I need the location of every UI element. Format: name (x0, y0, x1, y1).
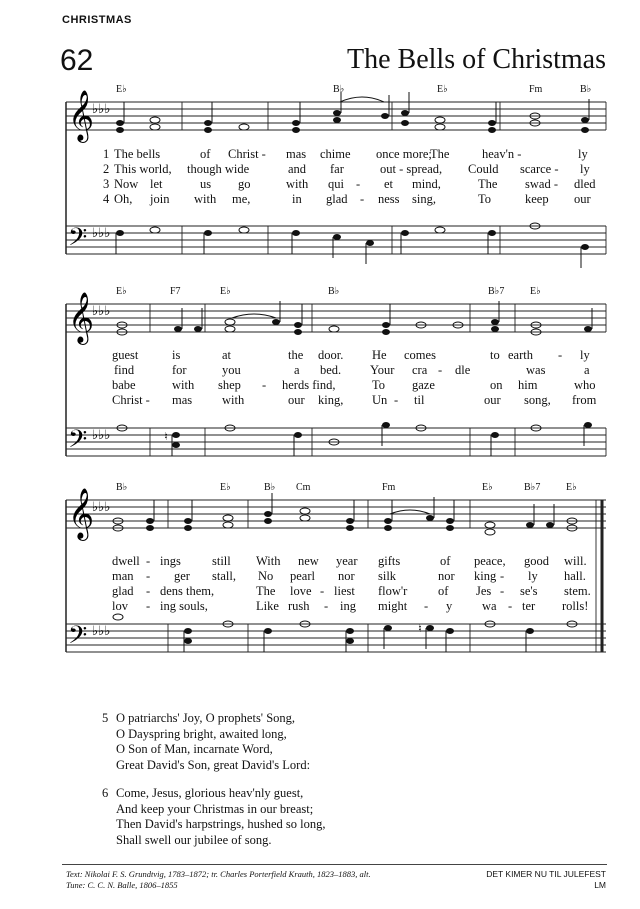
lyric-syllable: our (288, 393, 305, 407)
lyric-syllable: to (490, 348, 500, 362)
lyric-syllable: This world, (114, 162, 172, 176)
stanza-line: O Son of Man, incarnate Word, (116, 742, 273, 756)
hymn-number: 62 (60, 44, 94, 77)
lyric-syllable: stem. (564, 584, 591, 598)
lyric-syllable: good (524, 554, 549, 568)
stanza-line: O patriarchs' Joy, O prophets' Song, (116, 711, 296, 725)
lyric-syllable: To (372, 378, 386, 392)
stanza-line: Then David's harpstrings, hushed so long, (116, 817, 326, 831)
chord-symbol: B♭ (333, 84, 345, 95)
lyric-syllable: new (298, 554, 319, 568)
stanza-number: 2 (103, 162, 110, 176)
hymn-title: The Bells of Christmas (347, 44, 606, 75)
stanza-6 (102, 786, 326, 848)
chord-symbol: E♭ (437, 84, 448, 95)
svg-text:𝄢: 𝄢 (68, 621, 88, 656)
lyric-syllable: join (150, 192, 170, 206)
stanza-number: 1 (103, 147, 110, 161)
lyric-syllable: Un (372, 393, 388, 407)
lyric-syllable: out - spread, (380, 162, 443, 176)
lyric-syllable: The (256, 584, 276, 598)
stanza-number: 4 (103, 192, 110, 206)
lyric-syllable: gaze (412, 378, 435, 392)
lyric-syllable: will. (564, 554, 587, 568)
lyric-syllable: him (518, 378, 538, 392)
svg-text:♭♭♭: ♭♭♭ (92, 428, 111, 443)
chord-symbol: E♭ (116, 84, 127, 95)
svg-text:𝄞: 𝄞 (68, 292, 95, 343)
lyric-syllable: gifts (378, 554, 401, 568)
lyric-syllable: was (526, 363, 546, 377)
lyric-syllable: He (372, 348, 387, 362)
chord-symbol: E♭ (220, 482, 231, 493)
lyric-syllable: with (194, 192, 217, 206)
lyric-syllable: year (336, 554, 358, 568)
lyric-line (0, 348, 640, 362)
lyric-syllable: Jes (476, 584, 492, 598)
music-system-2 (0, 282, 640, 482)
lyric-line (0, 378, 640, 392)
lyric-syllable: The bells (114, 147, 161, 161)
chord-symbol: Fm (529, 84, 543, 95)
svg-text:♭♭♭: ♭♭♭ (92, 226, 111, 241)
lyric-syllable: dwell (112, 554, 140, 568)
lyric-syllable: wa (482, 599, 497, 613)
stanza-number: 3 (103, 177, 110, 191)
lyric-syllable: nor (438, 569, 455, 583)
lyric-syllable: of (200, 147, 211, 161)
lyric-syllable: still (212, 554, 231, 568)
lyric-syllable: me, (232, 192, 251, 206)
lyric-syllable: lov (112, 599, 128, 613)
svg-text:♭♭♭: ♭♭♭ (92, 500, 111, 515)
lyric-syllable: ing souls, (160, 599, 208, 613)
chord-symbol: E♭ (530, 286, 541, 297)
lyric-syllable: dens them, (160, 584, 215, 598)
lyric-syllable: No (258, 569, 274, 583)
lyric-syllable: is (172, 348, 181, 362)
lyric-syllable: let (150, 177, 163, 191)
lyric-syllable: - (262, 378, 267, 392)
lyric-line (0, 177, 640, 191)
lyric-line (0, 554, 640, 568)
lyric-syllable: ly (578, 147, 588, 161)
lyric-syllable: glad (326, 192, 348, 206)
lyric-syllable: go (238, 177, 251, 191)
lyric-syllable: who (574, 378, 596, 392)
lyric-syllable: with (286, 177, 309, 191)
lyric-syllable: heav'n - (482, 147, 522, 161)
lyric-syllable: Could (468, 162, 499, 176)
stanza-line: And keep your Christmas in our breast; (116, 801, 314, 816)
lyric-syllable: ly (528, 569, 538, 583)
lyric-syllable: swad - (525, 177, 558, 191)
lyric-line (0, 162, 640, 176)
lyric-syllable: with (172, 378, 195, 392)
lyric-syllable: guest (112, 348, 139, 362)
svg-text:♮: ♮ (418, 622, 422, 635)
chord-symbol: E♭ (566, 482, 577, 493)
lyric-line (0, 192, 640, 206)
lyric-syllable: and (288, 162, 307, 176)
stanza-line: Come, Jesus, glorious heav'nly guest, (116, 786, 304, 800)
lyric-syllable: from (572, 393, 597, 407)
lyric-syllable: - (146, 569, 151, 583)
lyric-syllable: song, (524, 393, 551, 407)
lyric-syllable: Like (256, 599, 279, 613)
lyric-syllable: far (330, 162, 344, 176)
lyric-syllable: a (294, 363, 300, 377)
lyric-syllable: Christ - (112, 393, 150, 407)
stanza-line: O Dayspring bright, awaited long, (116, 726, 287, 741)
tune-credit: Tune: C. C. N. Balle, 1806–1855 (66, 880, 178, 890)
lyric-syllable: glad (112, 584, 134, 598)
music-system-3 (0, 476, 640, 676)
lyric-syllable: cra (412, 363, 428, 377)
lyric-syllable: keep (525, 192, 549, 206)
lyric-syllable: with (222, 393, 245, 407)
lyric-syllable: herds find, (282, 378, 336, 392)
chord-symbol: B♭ (264, 482, 276, 493)
lyric-syllable: - (394, 393, 399, 407)
lyric-syllable: comes (404, 348, 436, 362)
lyric-syllable: y (446, 599, 453, 613)
lyric-syllable: of (440, 554, 451, 568)
lyric-syllable: bed. (320, 363, 342, 377)
chord-symbol: E♭ (482, 482, 493, 493)
svg-text:♭♭♭: ♭♭♭ (92, 624, 111, 639)
tune-info (486, 869, 606, 891)
lyric-syllable: peace, (474, 554, 506, 568)
lyric-syllable: rush (288, 599, 310, 613)
lyric-syllable: mind, (412, 177, 441, 191)
svg-text:♭♭♭: ♭♭♭ (92, 304, 111, 319)
lyric-syllable: ing (340, 599, 356, 613)
chord-symbol: F7 (170, 286, 181, 297)
chord-symbol: Fm (382, 482, 396, 493)
footer-divider (62, 864, 607, 865)
lyric-syllable: - (438, 363, 443, 377)
lyric-syllable: ger (174, 569, 190, 583)
tune-name: DET KIMER NU TIL JULEFEST (486, 869, 606, 879)
chord-symbol: E♭ (116, 286, 127, 297)
svg-text:♮: ♮ (164, 430, 168, 443)
lyric-syllable: find (114, 363, 135, 377)
lyric-syllable: Your (370, 363, 395, 377)
lyric-syllable: mas (286, 147, 307, 161)
lyric-syllable: flow'r (378, 584, 408, 598)
lyric-syllable: once more; (376, 147, 432, 161)
chord-symbol: B♭ (328, 286, 340, 297)
lyric-syllable: us (200, 177, 212, 191)
lyric-syllable: our (484, 393, 501, 407)
lyric-syllable: king (474, 569, 497, 583)
lyric-syllable: et (384, 177, 394, 191)
lyric-syllable: though wide (187, 162, 250, 176)
lyric-syllable: pearl (290, 569, 315, 583)
lyric-syllable: sing, (412, 192, 436, 206)
lyric-syllable: Christ - (228, 147, 266, 161)
svg-text:𝄢: 𝄢 (68, 223, 88, 258)
lyric-syllable: our (574, 192, 591, 206)
lyric-line (0, 147, 640, 161)
stanza-number: 6 (102, 786, 109, 800)
stanza-5 (102, 711, 311, 773)
stanza-line: Great David's Son, great David's Lord: (116, 757, 311, 772)
stanza-line: Shall swell our jubilee of song. (116, 832, 272, 847)
chord-symbol: B♭ (580, 84, 592, 95)
lyric-syllable: of (438, 584, 449, 598)
lyric-syllable: - (146, 599, 151, 613)
lyric-syllable: ings (160, 554, 181, 568)
lyric-syllable: silk (378, 569, 397, 583)
lyric-syllable: at (222, 348, 232, 362)
lyric-syllable: for (172, 363, 187, 377)
lyric-syllable: With (256, 554, 281, 568)
chord-symbol: B♭ (116, 482, 128, 493)
lyric-syllable: Oh, (114, 192, 133, 206)
music-system-1 (0, 80, 640, 290)
lyric-syllable: - (500, 584, 505, 598)
chord-symbol: E♭ (220, 286, 231, 297)
lyric-syllable: shep (218, 378, 241, 392)
lyric-syllable: - (146, 584, 151, 598)
lyric-syllable: nor (338, 569, 355, 583)
chord-symbol: Cm (296, 482, 311, 493)
lyric-syllable: se's (520, 584, 538, 598)
meter: LM (594, 880, 606, 890)
svg-text:𝄞: 𝄞 (68, 488, 95, 539)
lyric-syllable: ter (522, 599, 536, 613)
svg-text:𝄢: 𝄢 (68, 425, 88, 460)
lyric-syllable: - (558, 348, 563, 362)
lyric-syllable: ly (580, 348, 590, 362)
lyric-syllable: door. (318, 348, 344, 362)
lyric-syllable: - (500, 569, 505, 583)
lyric-syllable: ness (378, 192, 400, 206)
lyric-syllable: - (508, 599, 513, 613)
lyric-line (0, 393, 640, 407)
text-credit: Text: Nikolai F. S. Grundtvig, 1783–1872; tr. Charles Porterfield Krauth, 1823–1883, alt. (66, 869, 371, 879)
lyric-syllable: - (324, 599, 329, 613)
lyric-syllable: man (112, 569, 134, 583)
lyric-syllable: stall, (212, 569, 236, 583)
lyric-syllable: earth (508, 348, 533, 362)
lyric-syllable: rolls! (562, 599, 589, 613)
lyric-syllable: Now (114, 177, 139, 191)
lyric-syllable: The (478, 177, 498, 191)
lyric-syllable: qui (328, 177, 344, 191)
lyric-syllable: love (290, 584, 312, 598)
chord-symbol: B♭7 (488, 286, 505, 297)
lyric-syllable: - (356, 177, 361, 191)
section-label: CHRISTMAS (62, 14, 132, 26)
lyric-syllable: might (378, 599, 408, 613)
lyric-syllable: mas (172, 393, 193, 407)
lyric-syllable: babe (112, 378, 136, 392)
lyric-syllable: chime (320, 147, 351, 161)
lyric-line (0, 569, 640, 583)
chord-symbol: B♭7 (524, 482, 541, 493)
lyric-syllable: you (222, 363, 241, 377)
lyric-syllable: ly (580, 162, 590, 176)
lyric-syllable: To (478, 192, 492, 206)
lyric-line (0, 584, 640, 598)
lyric-syllable: - (360, 192, 365, 206)
lyric-syllable: liest (334, 584, 355, 598)
lyric-syllable: - (146, 554, 151, 568)
lyric-syllable: in (292, 192, 302, 206)
svg-text:♭♭♭: ♭♭♭ (92, 102, 111, 117)
lyric-line (0, 599, 640, 613)
lyric-syllable: til (414, 393, 425, 407)
lyric-syllable: king, (318, 393, 344, 407)
lyric-syllable: hall. (564, 569, 586, 583)
lyric-syllable: dle (455, 363, 471, 377)
lyric-line (0, 363, 640, 377)
lyric-syllable: - (424, 599, 429, 613)
lyric-syllable: the (288, 348, 304, 362)
lyric-syllable: The (430, 147, 450, 161)
lyric-syllable: on (490, 378, 503, 392)
credits (66, 869, 371, 891)
lyric-syllable: scarce - (520, 162, 559, 176)
stanza-number: 5 (102, 711, 109, 725)
lyric-syllable: dled (574, 177, 596, 191)
lyric-syllable: - (320, 584, 325, 598)
lyric-syllable: a (584, 363, 590, 377)
svg-text:𝄞: 𝄞 (68, 90, 95, 141)
